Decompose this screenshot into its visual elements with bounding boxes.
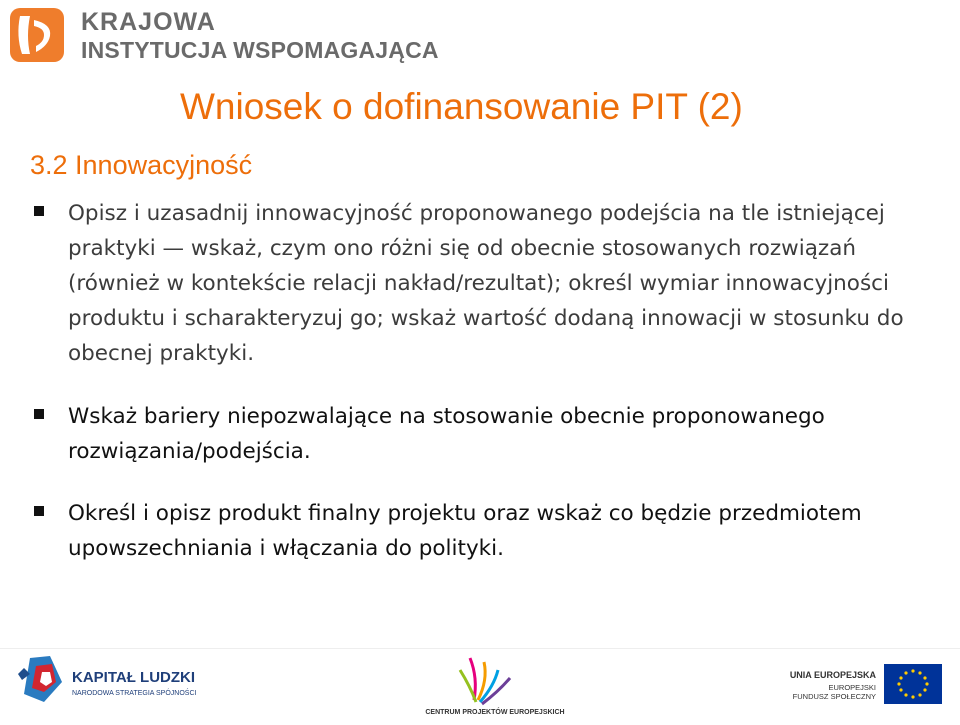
square-bullet-icon [34, 206, 44, 216]
square-bullet-icon [34, 506, 44, 516]
bullet-text: Wskaż bariery niepozwalające na stosowanie obecnie proponowanego rozwiązania/podejścia. [68, 404, 825, 464]
kapital-ludzki-logo [18, 656, 197, 702]
section-heading: 3.2 Innowacyjność [30, 150, 253, 180]
cpe-label: CENTRUM PROJEKTÓW EUROPEJSKICH [425, 709, 565, 716]
bullet-text: Opisz i uzasadnij innowacyjność proponowanego podejścia na tle istniejącej praktyki — wskaż, czym ono różni się od obecnie stosowanych rozwiązań (również w kontekście relacji nakład/rezultat); określ wymiar innowacyjności produktu i scharakteryzuj go; wskaż wartość dodaną innowacji w stosunku do obecnej praktyki. [68, 201, 904, 366]
eu-line-1: EUROPEJSKI [828, 683, 876, 692]
bullet-item [34, 196, 914, 371]
kiw-logo [6, 6, 439, 66]
bullet-item [34, 399, 914, 469]
footer-logos [0, 648, 960, 720]
logo-line-2: INSTYTUCJA WSPOMAGAJĄCA [81, 37, 439, 63]
bullet-item [34, 496, 914, 566]
kiw-emblem-icon [6, 6, 76, 66]
kapital-ludzki-subtitle: NARODOWA STRATEGIA SPÓJNOŚCI [72, 690, 197, 697]
eu-title: UNIA EUROPEJSKA [789, 670, 876, 680]
page-title: Wniosek o dofinansowanie PIT (2) [180, 86, 743, 127]
cpe-logo [425, 658, 564, 716]
kapital-ludzki-title: KAPITAŁ LUDZKI [72, 669, 196, 686]
eu-line-2: FUNDUSZ SPOŁECZNY [792, 692, 876, 701]
square-bullet-icon [34, 409, 44, 419]
bullet-list [34, 196, 914, 566]
logo-line-1: KRAJOWA [81, 8, 216, 36]
bullet-text: Określ i opisz produkt finalny projektu oraz wskaż co będzie przedmiotem upowszechniania i włączania do polityki. [68, 501, 862, 561]
eu-logo [790, 664, 942, 704]
footer-logo-strip [0, 648, 960, 720]
